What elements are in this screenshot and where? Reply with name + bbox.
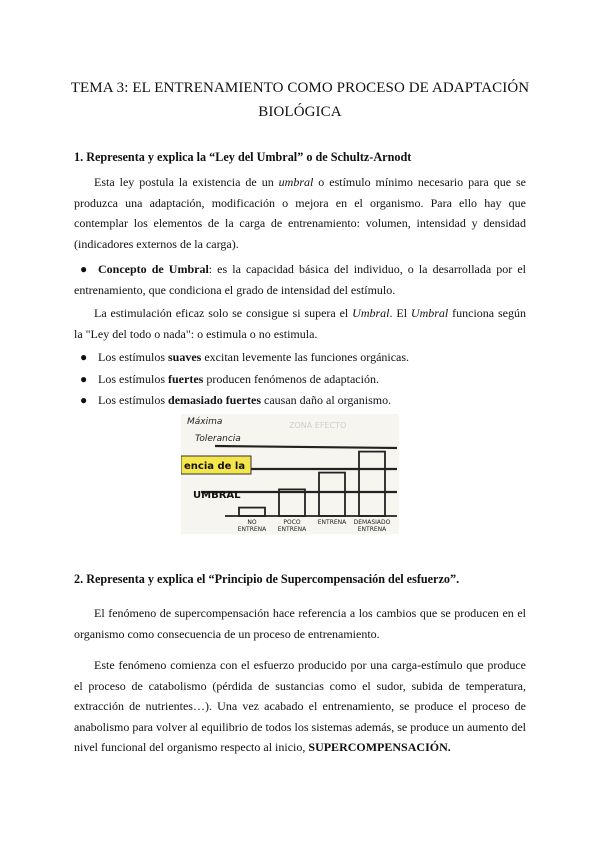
bullet-text: Los estímulos — [98, 393, 169, 407]
bullet-bold: Concepto de Umbral — [98, 262, 209, 276]
figure-label-zona: encia de la — [184, 461, 246, 472]
bullet-bold: fuertes — [168, 372, 204, 386]
bullet-bold: suaves — [168, 350, 202, 364]
bullet-text: Los estímulos — [98, 372, 169, 386]
text-run: o estímulo mínimo necesario para que se produzca una adaptación, modificación o mejora en el organismo. Para ello hay que contemplar los elementos de la carga de entrenamiento: volumen, intensidad y densidad (indicadores externos de la carga). — [74, 175, 526, 251]
text-run: La estimulación eficaz solo se consigue si supera el — [94, 306, 353, 320]
figure-x-label: POCO — [283, 519, 301, 526]
figure-label-tolerancia: Tolerancia — [195, 434, 241, 444]
bullet-demasiado-fuertes — [74, 390, 526, 411]
text-run: Esta ley postula la existencia de un — [94, 175, 279, 189]
figure-label-umbral: UMBRAL — [193, 490, 241, 501]
section-2-heading: 2. Representa y explica el “Principio de Supercompensación del esfuerzo”. — [74, 572, 460, 586]
bullet-text: producen fenómenos de adaptación. — [203, 372, 379, 386]
bullet-icon: ● — [80, 262, 88, 276]
umbral-term: Umbral — [352, 306, 390, 320]
bullet-fuertes — [74, 369, 526, 390]
figure-x-label: DEMASIADO — [353, 519, 391, 526]
section-2-paragraph-2 — [74, 655, 526, 758]
section-1-heading: 1. Representa y explica la “Ley del Umbral” o de Schultz-Arnodt — [74, 150, 412, 164]
text-run: funciona según la "Ley del todo o nada": o estimula o no estimula. — [74, 306, 526, 341]
figure-x-label: NO — [247, 519, 257, 526]
umbral-term: Umbral — [410, 306, 449, 320]
figure-top-label: ZONA EFECTO — [289, 421, 347, 430]
figure-x-label: ENTRENA — [317, 519, 347, 526]
text-run: Este fenómeno comienza con el esfuerzo producido por una carga-estímulo que produce el proceso de catabolismo (pérdida de sustancias como el sudor, subida de temperatura, extracción de nutrientes…). Una vez acabado el entrenamiento, se produce el proceso de anabolismo para volver al equilibrio de todos los sistemas además, se produce un aumento del nivel funcional del organismo respecto al inicio, — [74, 658, 526, 754]
document-title: TEMA 3: EL ENTRENAMIENTO COMO PROCESO DE ADAPTACIÓN BIOLÓGICA — [70, 80, 530, 120]
bullet-text: Los estímulos — [98, 350, 169, 364]
bullet-icon: ● — [80, 350, 88, 364]
figure-x-label: ENTRENA — [277, 526, 307, 533]
bullet-text: excitan levemente las funciones orgánicas. — [201, 350, 410, 364]
umbral-figure — [181, 414, 399, 534]
bullet-suaves — [74, 347, 526, 368]
figure-x-label: ENTRENA — [237, 526, 267, 533]
section-1-paragraph-2 — [74, 303, 526, 344]
bullet-text: causan daño al organismo. — [261, 393, 392, 407]
bullet-concepto-umbral — [74, 259, 526, 300]
section-2-paragraph-1: El fenómeno de supercompensación hace referencia a los cambios que se producen en el organismo como consecuencia de un proceso de entrenamiento. — [74, 606, 526, 641]
text-run: . El — [389, 306, 411, 320]
bullet-bold: demasiado fuertes — [168, 393, 262, 407]
supercompensacion-term: SUPERCOMPENSACIÓN. — [308, 740, 451, 754]
figure-label-maxima: Máxima — [187, 417, 223, 427]
faded-top-text — [289, 421, 346, 430]
section-1-paragraph-1 — [74, 172, 526, 254]
bullet-icon: ● — [80, 393, 88, 407]
umbral-term: umbral — [278, 175, 314, 189]
bullet-text: : es la capacidad básica del individuo, o la desarrollada por el entrenamiento, que condiciona el grado de intensidad del estímulo. — [74, 262, 526, 297]
figure-x-label: ENTRENA — [357, 526, 387, 533]
bullet-icon: ● — [80, 372, 88, 386]
